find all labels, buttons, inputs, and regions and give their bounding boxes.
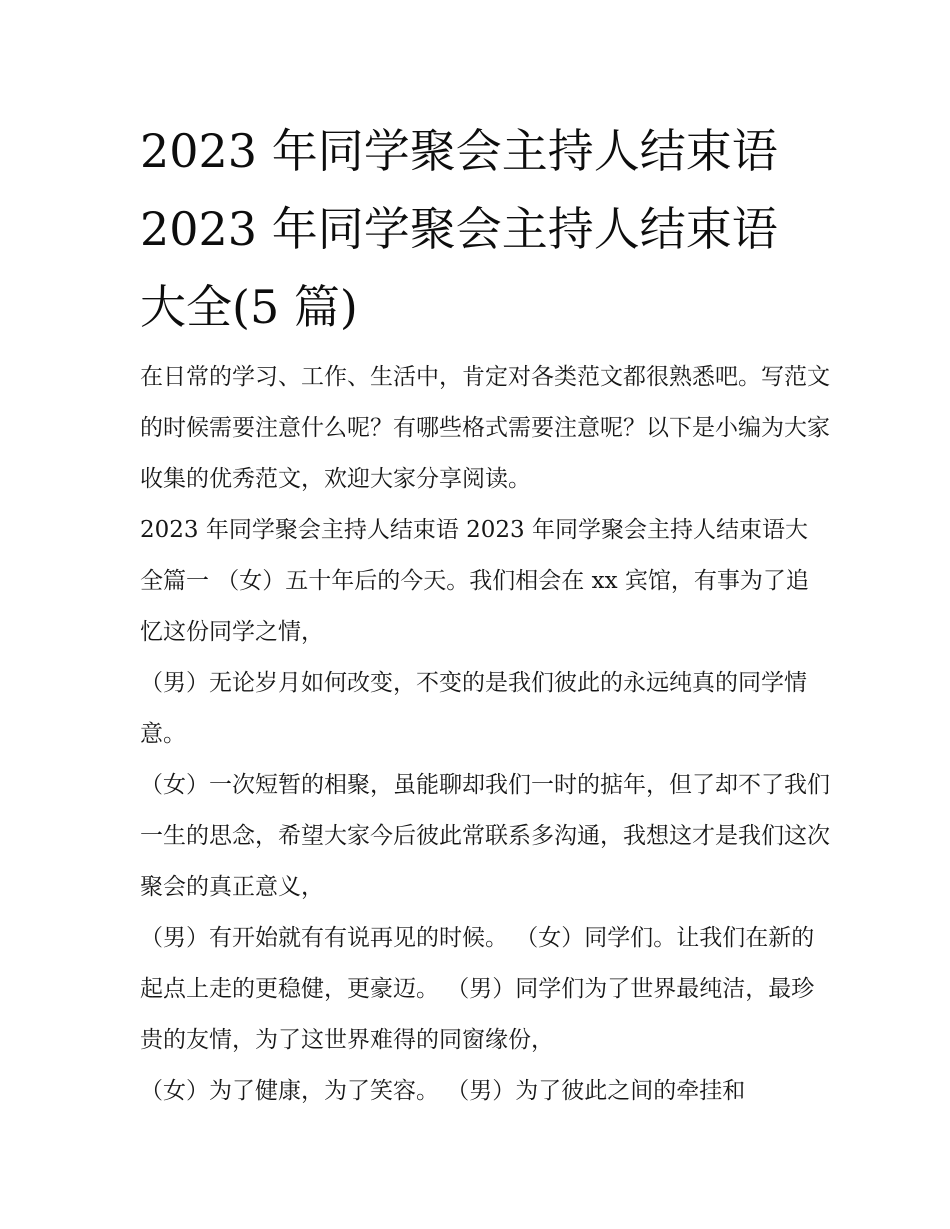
paragraph-4: （男）有开始就有有说再见的时候。 （女）同学们。让我们在新的起点上走的更稳健，更豪迈。 （男）同学们为了世界最纯洁，最珍贵的友情，为了这世界难得的同窗缘份， [140, 925, 815, 1053]
document-title [140, 112, 830, 346]
paragraph-3: （女）一次短暂的相聚，虽能聊却我们一时的掂年，但了却不了我们一生的思念，希望大家今后彼此常联系多沟通，我想这才是我们这次聚会的真正意义， [140, 772, 830, 900]
paragraph-1: 2023 年同学聚会主持人结束语 2023 年同学聚会主持人结束语大全篇一 （女）五十年后的今天。我们相会在 xx 宾馆，有事为了追忆这份同学之情， [140, 517, 809, 645]
paragraph-2: （男）无论岁月如何改变，不变的是我们彼此的永远纯真的同学情意。 [140, 670, 807, 747]
title-line-1: 2023 年同学聚会主持人结束语 [140, 124, 778, 178]
title-line-3: 大全(5 篇) [140, 280, 358, 334]
document-page [140, 112, 830, 1117]
paragraph-5: （女）为了健康，为了笑容。 （男）为了彼此之间的牵挂和 [140, 1078, 746, 1104]
paragraph-intro: 在日常的学习、工作、生活中，肯定对各类范文都很熟悉吧。写范文的时候需要注意什么呢？有哪些格式需要注意呢？以下是小编为大家收集的优秀范文，欢迎大家分享阅读。 [140, 364, 830, 492]
title-line-2: 2023 年同学聚会主持人结束语 [140, 202, 778, 256]
document-body [140, 352, 830, 1117]
